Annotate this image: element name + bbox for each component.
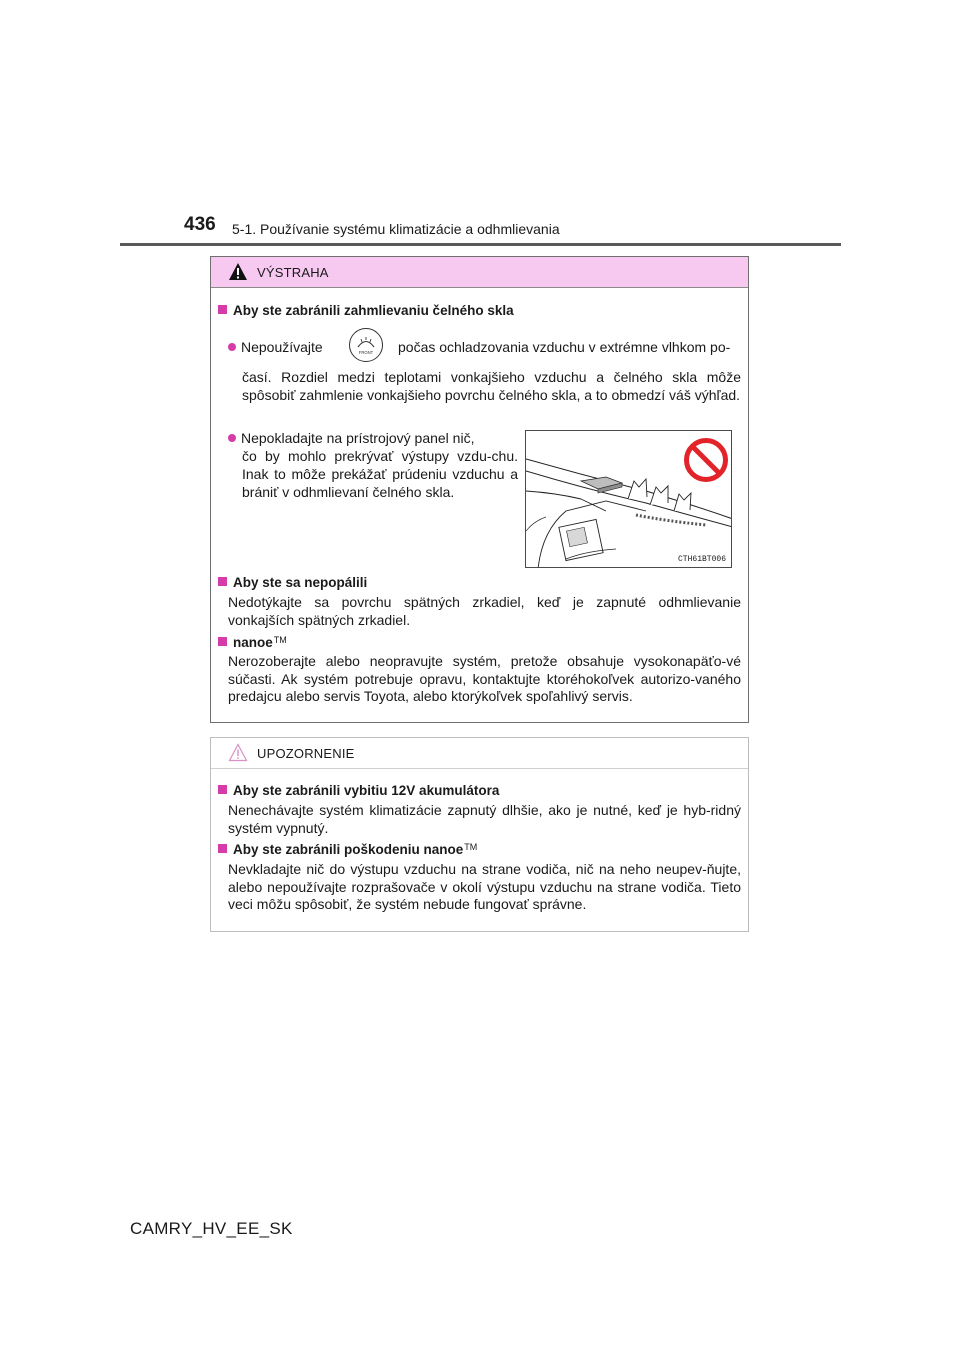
square-bullet-icon — [218, 637, 227, 646]
caution-box — [210, 737, 749, 932]
warning-section-title: nanoe™ — [218, 635, 287, 650]
bullet-dot-icon — [228, 343, 236, 351]
figure-code: CTH61BT006 — [677, 555, 726, 564]
bullet-item: Nepokladajte na prístrojový panel nič, čo by mohlo prekrývať výstupy vzdu-chu. Inak to môže prekážať prúdeniu vzduchu a brániť v odhmlievaní čelného skla. — [228, 429, 518, 501]
svg-text:FRONT: FRONT — [358, 350, 374, 355]
dashboard-illustration — [525, 430, 732, 568]
square-bullet-icon — [218, 305, 227, 314]
caution-header — [211, 738, 748, 769]
warning-triangle-icon — [228, 262, 248, 281]
bullet-dot-icon — [228, 434, 236, 442]
front-defroster-icon — [348, 327, 384, 363]
square-bullet-icon — [218, 577, 227, 586]
page-number: 436 — [184, 214, 216, 235]
section-text: Nevkladajte nič do výstupu vzduchu na strane vodiča, nič na neho neupev-ňujte, alebo nepoužívajte rozprašovače v okolí výstupu vzduchu na strane vodiča. Tieto veci môžu spôsobiť, že systém nebude fungovať správne. — [228, 861, 741, 912]
square-bullet-icon — [218, 844, 227, 853]
header-rule — [120, 243, 841, 246]
bullet-text: časí. Rozdiel medzi teplotami vonkajšieho vzduchu a čelného skla môže spôsobiť zahmlenie vonkajšieho povrchu čelného skla, a to obmedzí váš výhľad. — [242, 369, 741, 403]
chapter-title: 5-1. Používanie systému klimatizácie a odhmlievania — [232, 221, 560, 237]
warning-section-title: Aby ste sa nepopálili — [218, 575, 367, 590]
warning-title: VÝSTRAHA — [257, 265, 329, 280]
square-bullet-icon — [218, 785, 227, 794]
prohibition-icon — [683, 437, 729, 483]
document-code: CAMRY_HV_EE_SK — [130, 1219, 293, 1238]
caution-title: UPOZORNENIE — [257, 746, 355, 761]
warning-section-title: Aby ste zabránili zahmlievaniu čelného skla — [218, 303, 514, 318]
section-text: Nerozoberajte alebo neopravujte systém, pretože obsahuje vysokonapäťo-vé súčasti. Ak systém potrebuje opravu, kontaktujte ktoréhokoľvek autorizo-vaného predajcu alebo servis Toyota, alebo ktorýkoľvek spoľahlivý servis. — [228, 653, 741, 704]
caution-section-title: Aby ste zabránili vybitiu 12V akumulátora — [218, 783, 499, 798]
caution-triangle-icon — [228, 743, 248, 762]
section-text: Nenechávajte systém klimatizácie zapnutý dlhšie, ako je nutné, keď je hyb-ridný systém vypnutý. — [228, 802, 741, 836]
warning-header — [211, 257, 748, 288]
warning-box: VÝSTRAHA Aby ste zabránili zahmlievaniu čelného skla Nepoužívajte FRONT počas ochladzovania vzduchu v extrémne vlhkom po- časí. Rozdiel medzi teplotami vonkajšieho vzduchu a čelného skla môže spôsobiť zahmlenie vonkajšieho povrchu čelného skla, a to obmedzí váš výhľad. Nepokladajte na prístrojový panel nič, čo by mohlo prekrývať výstupy vzdu-chu. Inak to môže prekážať prúdeniu vzduchu a brániť v odhmlievaní čelného skla. CTH61BT006 Aby ste sa nepopálili Nedotýkajte sa povrchu spätných zrkadiel, keď je zapnuté odhmlievanie vonkajších spätných zrkadiel. nanoe™ Nerozoberajte alebo neopravujte systém, pretože obsahuje vysokonapäťo-vé súčasti. Ak systém potrebuje opravu, kontaktujte ktoréhokoľvek autorizo-vaného predajcu alebo servis Toyota, alebo ktorýkoľvek spoľahlivý servis. — [210, 256, 749, 723]
caution-section-title: Aby ste zabránili poškodeniu nanoe™ — [218, 842, 477, 857]
section-text: Nedotýkajte sa povrchu spätných zrkadiel, keď je zapnuté odhmlievanie vonkajších spätných zrkadiel. — [228, 594, 741, 628]
